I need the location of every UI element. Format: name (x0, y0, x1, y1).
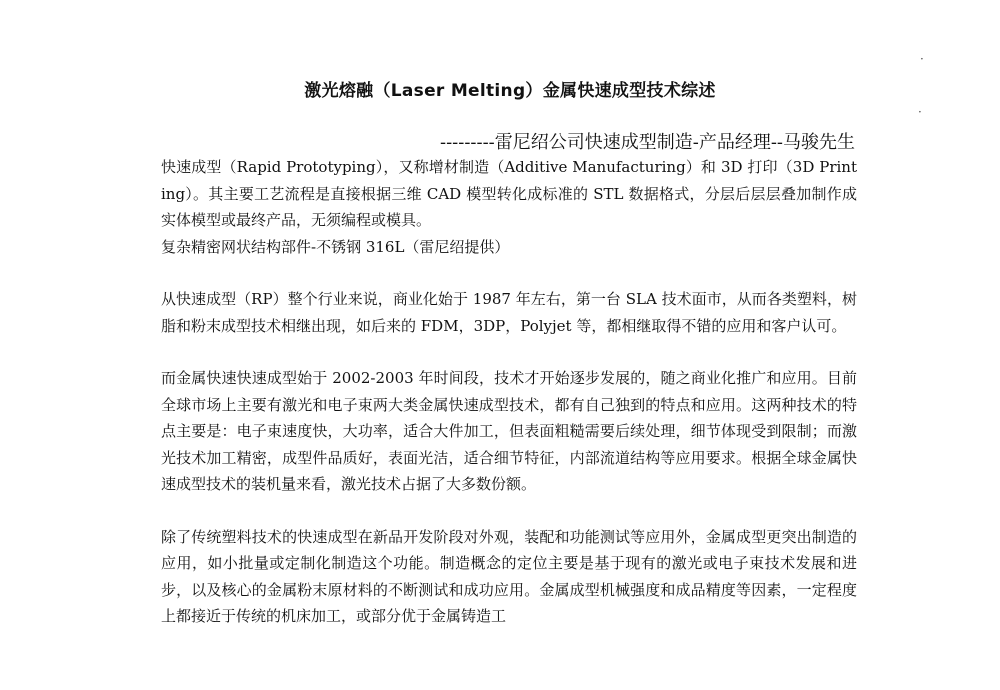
author-byline: ---------雷尼绍公司快速成型制造-产品经理--马骏先生 (440, 132, 855, 153)
paragraph-history: 从快速成型（RP）整个行业来说，商业化始于 1987 年左右，第一台 SLA 技术面市，从而各类塑料，树脂和粉末成型技术相继出现，如后来的 FDM，3DP，Polyjet 等，都相继取得不错的应用和客户认可。 (161, 290, 857, 335)
paragraph-gap (161, 498, 857, 524)
scan-speck: · (920, 52, 924, 66)
paragraph-intro: 快速成型（Rapid Prototyping），又称增材制造（Additive Manufacturing）和 3D 打印（3D Printing）。其主要工艺流程是直接根据三维 CAD 模型转化成标准的 STL 数据格式，分层后层层叠加制作成实体模型或最终产品，无须编程或模具。 (161, 158, 857, 229)
paragraph-manufacturing: 除了传统塑料技术的快速成型在新品开发阶段对外观，装配和功能测试等应用外，金属成型更突出制造的应用，如小批量或定制化制造这个功能。制造概念的定位主要是基于现有的激光或电子束技术发展和进步，以及核心的金属粉末原材料的不断测试和成功应用。金属成型机械强度和成品精度等因素，一定程度上都接近于传统的机床加工，或部分优于金属铸造工 (161, 527, 857, 625)
scan-speck: · (918, 105, 922, 119)
paragraph-gap (161, 339, 857, 365)
paragraph-metal-technologies: 而金属快速快速成型始于 2002-2003 年时间段，技术才开始逐步发展的，随之商业化推广和应用。目前全球市场上主要有激光和电子束两大类金属快速成型技术，都有自己独到的特点和应用。这两种技术的特点主要是：电子束速度快，大功率，适合大件加工，但表面粗糙需要后续处理，细节体现受到限制；而激光技术加工精密，成型件品质好，表面光洁，适合细节特征，内部流道结构等应用要求。根据全球金属快速成型技术的装机量来看，激光技术占据了大多数份额。 (161, 369, 857, 493)
document-title: 激光熔融（Laser Melting）金属快速成型技术综述 (304, 81, 716, 101)
image-caption: 复杂精密网状结构部件-不锈钢 316L（雷尼绍提供） (161, 237, 510, 256)
paragraph-gap (161, 260, 857, 286)
document-body (161, 154, 857, 630)
